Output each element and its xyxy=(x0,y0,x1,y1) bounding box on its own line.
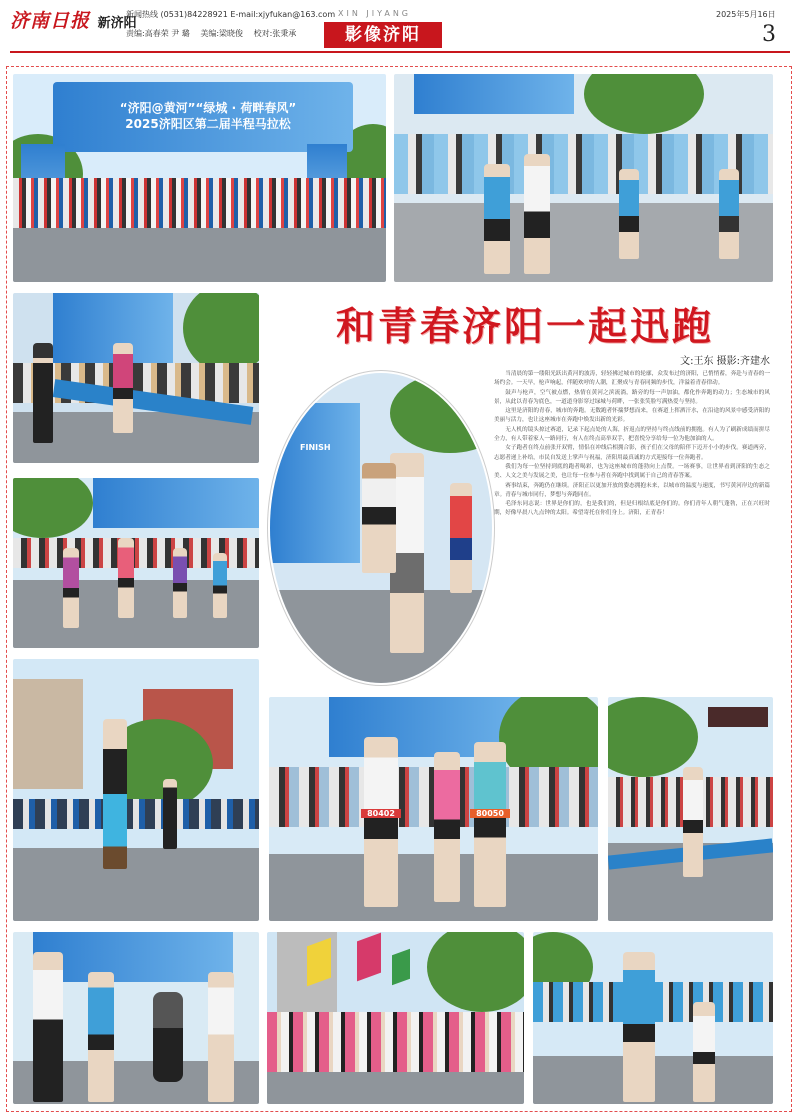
issue-date: 2025年5月16日 xyxy=(716,10,776,19)
photo-runners-flags xyxy=(267,932,524,1104)
staff-proofreader: 校对:张秉承 xyxy=(253,29,297,38)
masthead-title: 济南日报 xyxy=(10,10,91,32)
photo-runner-vlogging xyxy=(269,697,598,921)
article-body xyxy=(494,370,770,748)
section-pinyin: XIN JIYANG xyxy=(338,9,412,18)
photo-couple-hug xyxy=(268,371,494,685)
section-title: 影像济阳 xyxy=(324,22,442,48)
article-paragraph: 赛事结束，奔跑仍在继续。济阳正以更加开放的姿态拥抱未来，以城市的温度与速度，书写黄河岸边的新篇章。青春与城市同行，梦想与奔跑同在。 xyxy=(494,482,770,498)
bib-2: 80050 xyxy=(470,809,510,818)
masthead xyxy=(10,6,137,33)
oval-finish-sign: FINISH xyxy=(300,443,331,452)
article-paragraph: 当清晨的第一缕阳光跃出黄河的波涛，轻轻拂过城市的轮廓，众发布过的济阳，已悄悄蓄，奔赴与青春的一场约会。一天早，枪声响起，伴随欢呼的人潮，汇聚成与青春同频的步伐，洋溢着青春律动。 xyxy=(494,371,770,387)
article-headline: 和青春济阳一起迅跑 xyxy=(335,305,714,350)
photo-father-child xyxy=(394,74,773,282)
start-arch-text xyxy=(73,100,343,132)
page-header xyxy=(0,0,800,56)
article-paragraph: 鼓声与枪声，空气被点燃，热情在黄河之滨流淌，路旁的每一声加油，都化作奔跑的动力；生态城市的风景，从此以青春为底色，一道道身影穿过绿城与荷畔，一张张笑脸写满热爱与坚持。 xyxy=(494,389,770,405)
article-byline: 文:王东 摄影:齐建水 xyxy=(680,356,770,367)
photo-finish-ribbon xyxy=(13,293,259,463)
bib-1: 80402 xyxy=(361,809,401,818)
staff-info xyxy=(126,28,304,39)
article-paragraph: 我们为每一位坚持到底的跑者喝彩，也为这座城市的蓬勃向上点赞。一场赛事，让世界看到济阳的生态之美、人文之美与发展之美，也让每一位参与者在奔跑中找到属于自己的青春答案。 xyxy=(494,463,770,480)
page-number: 3 xyxy=(762,22,776,47)
article-paragraph: 女子跑者在终点前张开双臂，情侣在冲线后相拥合影，孩子们在父母的陪伴下迈开小小的步伐。赛道两旁，志愿者递上补给，市民自发送上掌声与祝福，济阳用最真诚的方式迎接每一位奔跑者。 xyxy=(494,445,770,461)
article-paragraph: 这里是济阳的青春，城市的奔跑。无数跑者怀揣梦想而来，在赛道上挥洒汗水，在沿途的风景中感受济阳的美丽与活力，也让这座城市在奔跑中焕发出新的光彩。 xyxy=(494,408,770,424)
staff-designer: 美编:梁晓俊 xyxy=(200,29,244,38)
arch-line-2: 2025济阳区第二届半程马拉松 xyxy=(125,117,291,131)
masthead-edition: 新济阳 xyxy=(97,16,137,31)
photo-runners-cheering xyxy=(13,478,259,648)
hotline-info: 新闻热线 (0531)84228921 E-mail:xjyfukan@163.com xyxy=(126,10,336,19)
header-rule xyxy=(10,51,790,53)
article-paragraph: 无人机的镜头掠过赛道，记录下起点处的人海，折返点的坚持与终点线前的拥抱。有人为了刷新成绩而拼尽全力，有人带着家人一路同行，有人在终点高举双手，把喜悦分享给每一位为他加油的人。 xyxy=(494,426,770,443)
photo-runners-stroller xyxy=(13,932,259,1104)
photo-race-start xyxy=(13,74,386,282)
photo-handstand xyxy=(13,659,259,921)
arch-line-1: “济阳@黄河”“绿城 · 荷畔春风” xyxy=(119,101,297,115)
photo-finisher-arms-raised xyxy=(608,697,773,921)
article-paragraph: 毛泽东同志说：世界是你们的，也是我们的，但是归根结底是你们的。你们青年人朝气蓬勃，正在兴旺时期，好像早晨八九点钟的太阳。希望寄托在你们身上。济阳，正青春！ xyxy=(494,501,770,517)
photo-kids-running xyxy=(533,932,773,1104)
staff-editor: 责编:高春荣 尹 璐 xyxy=(126,29,190,38)
